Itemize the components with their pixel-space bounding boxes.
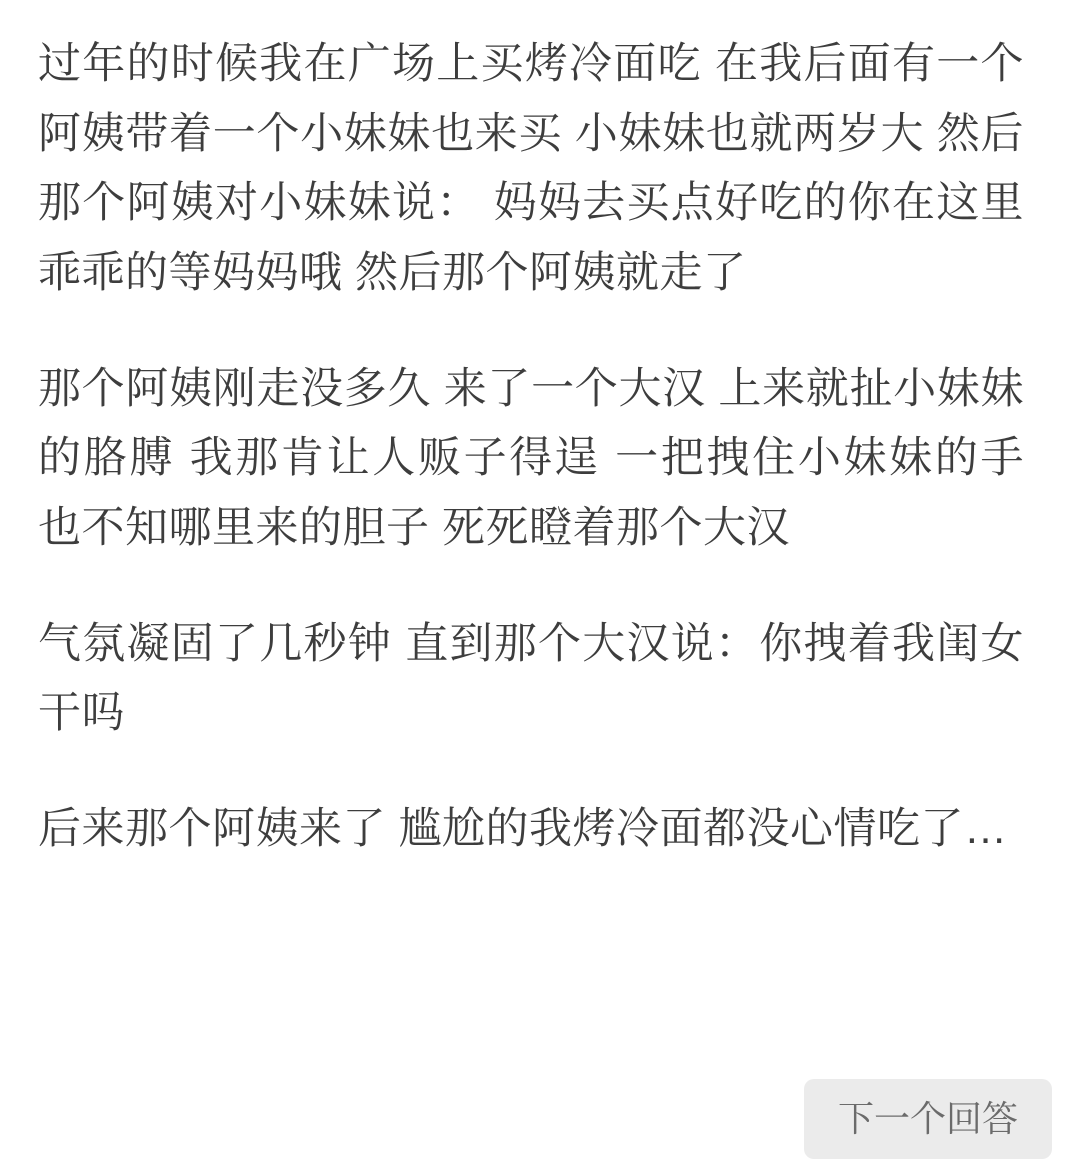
- answer-paragraph: 气氛凝固了几秒钟 直到那个大汉说：你拽着我闺女干吗: [38, 619, 1024, 738]
- answer-content: [38, 30, 1024, 865]
- answer-paragraph: 后来那个阿姨来了 尴尬的我烤冷面都没心情吃了…: [38, 804, 1008, 853]
- answer-paragraph: 过年的时候我在广场上买烤冷面吃 在我后面有一个阿姨带着一个小妹妹也来买 小妹妹也就两岁大 然后那个阿姨对小妹妹说： 妈妈去买点好吃的你在这里乖乖的等妈妈哦 然后那个阿姨就走了: [38, 40, 1024, 297]
- answer-paragraph: 那个阿姨刚走没多久 来了一个大汉 上来就扯小妹妹的胳膊 我那肯让人贩子得逞 一把拽住小妹妹的手 也不知哪里来的胆子 死死瞪着那个大汉: [38, 364, 1024, 552]
- next-answer-button[interactable]: 下一个回答: [804, 1079, 1052, 1159]
